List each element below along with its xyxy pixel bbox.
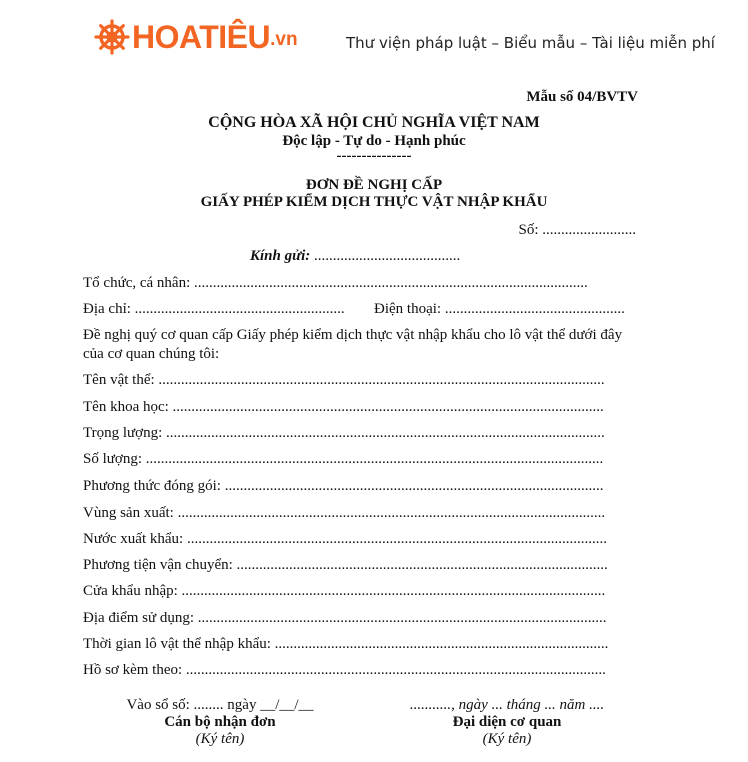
date-line: ..........., ngày ... tháng ... năm ....	[409, 697, 605, 713]
ship-wheel-icon	[94, 19, 130, 55]
phone-field: Điện thoại: ................................................	[374, 301, 625, 317]
field-attachments: Hồ sơ kèm theo: ................................................................................................................	[83, 662, 606, 678]
country-name: CỘNG HÒA XÃ HỘI CHỦ NGHĨA VIỆT NAM	[208, 114, 540, 131]
recipient-line	[250, 248, 460, 265]
field-weight: Trọng lượng: .....................................................................................................................	[83, 425, 605, 441]
field-import-time: Thời gian lô vật thể nhập khẩu: .........................................................................................	[83, 636, 609, 652]
site-tagline: Thư viện pháp luật – Biểu mẫu – Tài liệu miễn phí	[346, 34, 715, 52]
field-packing-method: Phương thức đóng gói: .....................................................................................................	[83, 478, 604, 494]
request-paragraph: Đề nghị quý cơ quan cấp Giấy phép kiểm dịch thực vật nhập khẩu cho lô vật thể dưới đây của cơ quan chúng tôi:	[83, 327, 623, 362]
field-item-name: Tên vật thể: .......................................................................................................................	[83, 372, 605, 388]
address-field: Địa chỉ: ........................................................	[83, 301, 345, 317]
national-motto: Độc lập - Tự do - Hạnh phúc	[282, 133, 466, 149]
registry-entry: Vào sổ số: ........ ngày __/__/__	[126, 697, 314, 713]
field-scientific-name: Tên khoa học: ...................................................................................................................	[83, 399, 604, 415]
form-title-line2: GIẤY PHÉP KIỂM DỊCH THỰC VẬT NHẬP KHẨU	[200, 194, 548, 210]
document-number: Số: .........................	[518, 222, 636, 238]
field-import-gate: Cửa khẩu nhập: .................................................................................................................	[83, 583, 606, 599]
organization-field: Tổ chức, cá nhân: .........................................................................................................	[83, 275, 588, 291]
receiver-role: Cán bộ nhận đơn	[164, 714, 276, 730]
receiver-sign-note: (Ký tên)	[195, 731, 245, 747]
field-export-country: Nước xuất khẩu: ................................................................................................................	[83, 531, 607, 547]
form-number: Mẫu số 04/BVTV	[526, 89, 638, 105]
motto-separator: ---------------	[336, 148, 412, 164]
brand-suffix: .vn	[270, 29, 298, 50]
field-usage-location: Địa điểm sử dụng: .............................................................................................................	[83, 610, 607, 626]
brand-logo[interactable]	[94, 16, 298, 58]
agency-role: Đại diện cơ quan	[452, 714, 562, 730]
recipient-dots: .......................................	[310, 248, 461, 264]
address-phone-row	[83, 301, 633, 318]
agency-signature-block	[398, 697, 616, 748]
site-header	[0, 0, 748, 80]
field-quantity: Số lượng: ..........................................................................................................................	[83, 451, 604, 467]
brand-name: HOATIÊU	[132, 19, 271, 55]
receiver-signature-block	[114, 697, 326, 748]
form-title-line1: ĐƠN ĐỀ NGHỊ CẤP	[305, 177, 443, 193]
recipient-label: Kính gửi:	[250, 248, 311, 264]
field-production-area: Vùng sản xuất: ..................................................................................................................	[83, 505, 606, 521]
agency-sign-note: (Ký tên)	[482, 731, 532, 747]
field-transport: Phương tiện vận chuyển: ...................................................................................................	[83, 557, 608, 573]
